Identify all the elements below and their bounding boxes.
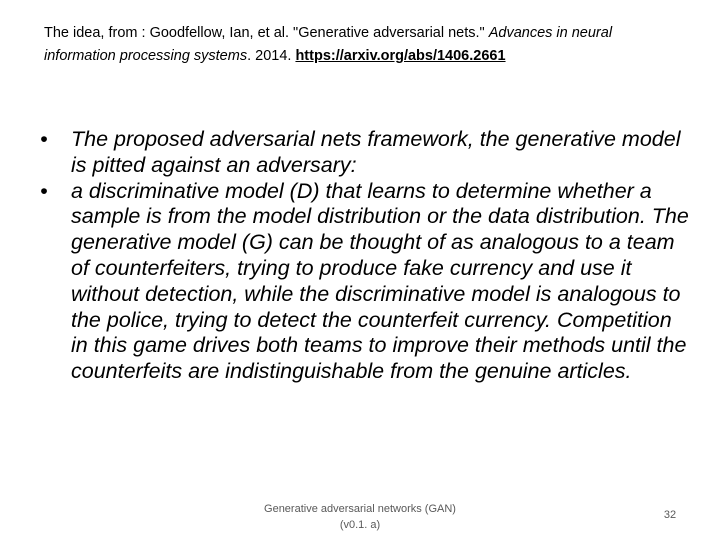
slide-number: 32 (663, 509, 677, 521)
citation-year: . 2014. (247, 48, 296, 64)
bullet-icon: • (40, 178, 48, 203)
bullet-icon: • (40, 127, 48, 151)
bullet-list (34, 127, 694, 385)
citation-prefix: The idea, from : Goodfellow, Ian, et al. "Generative adversarial nets." (44, 25, 489, 41)
footer-version: (v0.1. a) (339, 519, 381, 531)
citation (44, 22, 684, 68)
bullet-text: a discriminative model (D) that learns to determine whether a sample is from the model distribution or the data distribution. The generative model (G) can be thought of as analogous to a team of counterfeiters, trying to produce fake currency and use it without detection, while the discriminative model is analogous to the police, trying to detect the counterfeit currency. Competition in this game drives both teams to improve their methods until the counterfeits are indistinguishable from the genuine articles. (71, 178, 689, 384)
bullet-item-framework (34, 127, 694, 179)
citation-venue: Advances in neural information processing systems (44, 25, 613, 64)
bullet-item-discriminative-model (34, 179, 694, 385)
arxiv-link[interactable]: https://arxiv.org/abs/1406.2661 (295, 48, 506, 64)
slide-footer (250, 501, 470, 533)
footer-title: Generative adversarial networks (GAN) (264, 503, 456, 515)
bullet-text: The proposed adversarial nets framework, the generative model is pitted against an adversary: (71, 127, 681, 177)
